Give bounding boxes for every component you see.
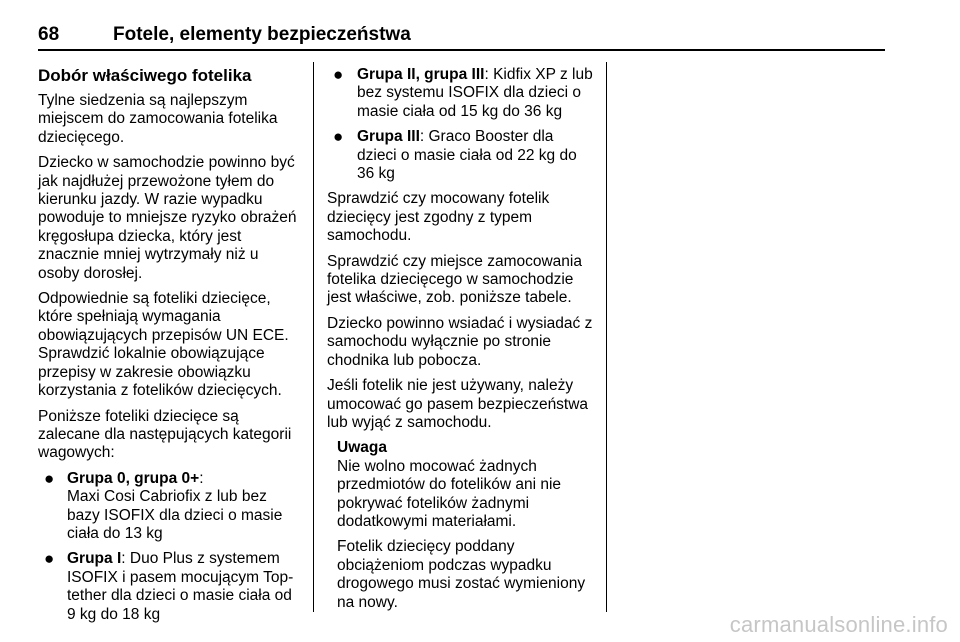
list-item (327, 128, 595, 183)
group-text: Maxi Cosi Cabriofix z lub bez bazy ISOFIX dla dzieci o masie ciała do 13 kg (67, 488, 283, 542)
note-box (337, 439, 595, 612)
paragraph: Sprawdzić czy miejsce zamocowania fotelika dziecięcego w samochodzie jest właściwe, zob. poniższe tabele. (327, 252, 582, 307)
note-paragraph: Fotelik dziecięcy poddany obciążeniom podczas wypadku drogowego musi zostać wymieniony na nowy. (337, 538, 586, 611)
paragraph: Odpowiednie są foteliki dziecięce, które spełniają wymagania obowiązujących przepisów UN ECE. Sprawdzić lokalnie obowiązujące przepisy w zakresie obowiązku korzystania z fotelików dziecięcych. (38, 290, 289, 400)
list-item (38, 550, 300, 624)
note-title: Uwaga (337, 439, 387, 457)
paragraph: Sprawdzić czy mocowany fotelik dziecięcy jest zgodny z typem samochodu. (327, 190, 550, 245)
middle-column (327, 66, 595, 619)
label-separator: : (419, 128, 425, 146)
label-separator: : (199, 469, 204, 487)
group-label: Grupa 0, grupa 0+ (67, 469, 200, 487)
label-separator: : (484, 66, 489, 83)
paragraph: Jeśli fotelik nie jest używany, należy umocować go pasem bezpieczeństwa lub wyjąć z samochodu. (327, 377, 589, 431)
bullet-icon: ● (333, 65, 344, 84)
bullet-icon: ● (44, 549, 55, 569)
list-item (327, 66, 595, 121)
paragraph: Poniższe foteliki dziecięce są zalecane dla następujących kategorii wagowych: (38, 407, 292, 462)
group-label: Grupa III (357, 128, 420, 146)
group-label: Grupa II, grupa III (357, 66, 485, 83)
label-separator: : (121, 550, 126, 568)
section-heading: Dobór właściwego fotelika (38, 66, 252, 85)
column-divider-left (313, 62, 314, 612)
page-header (38, 20, 885, 50)
seat-group-list (38, 470, 300, 624)
bullet-icon: ● (333, 127, 344, 147)
watermark: carmanualsonline.info (729, 612, 948, 637)
group-text: Duo Plus z systemem ISOFIX i pasem mocującym Top-tether dla dzieci o masie ciała od 9 kg do 18 kg (67, 550, 294, 623)
page-number: 68 (38, 24, 60, 45)
paragraph: Tylne siedzenia są najlepszym miejscem do zamocowania fotelika dziecięcego. (38, 92, 278, 146)
header-rule (38, 49, 885, 51)
group-label: Grupa I (67, 550, 122, 568)
group-text: Kidfix XP z lub bez systemu ISOFIX dla dzieci o masie ciała od 15 kg do 36 kg (357, 66, 593, 120)
column-divider-right (606, 62, 607, 612)
paragraph: Dziecko w samochodzie powinno być jak najdłużej przewożone tyłem do kierunku jazdy. W razie wypadku powoduje to mniejsze ryzyko obrażeń kręgosłupa dziecka, który jest znacznie mniej wytrzymały niż u osoby dorosłej. (38, 154, 297, 282)
chapter-title: Fotele, elementy bezpieczeństwa (113, 24, 411, 45)
bullet-icon: ● (44, 468, 55, 488)
group-text: Graco Booster dla dzieci o masie ciała od 22 kg do 36 kg (357, 128, 577, 183)
seat-group-list (327, 66, 595, 183)
note-paragraph: Nie wolno mocować żadnych przedmiotów do fotelików ani nie pokrywać fotelików żadnymi dodatkowymi materiałami. (337, 457, 562, 530)
left-column (38, 66, 300, 631)
paragraph: Dziecko powinno wsiadać i wysiadać z samochodu wyłącznie po stronie chodnika lub pobocza. (327, 314, 593, 369)
list-item (38, 470, 300, 544)
